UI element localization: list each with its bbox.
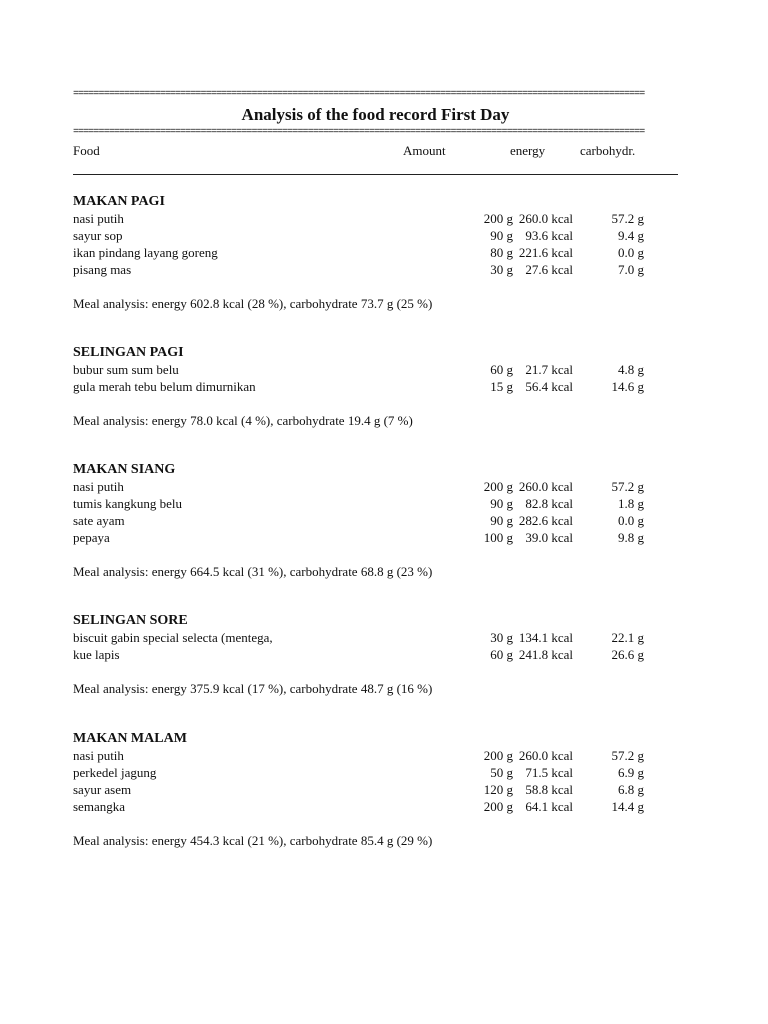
food-row bbox=[73, 210, 678, 227]
food-carbohydrate: 26.6 g bbox=[611, 647, 644, 662]
food-energy: 134.1 kcal bbox=[518, 630, 573, 645]
food-name: biscuit gabin special selecta (mentega, bbox=[73, 630, 273, 645]
food-row bbox=[73, 244, 678, 261]
meal-analysis: Meal analysis: energy 602.8 kcal (28 %), carbohydrate 73.7 g (25 %) bbox=[73, 296, 433, 311]
food-energy: 82.8 kcal bbox=[525, 496, 573, 511]
food-energy: 39.0 kcal bbox=[525, 530, 573, 545]
food-row bbox=[73, 495, 678, 512]
food-row bbox=[73, 261, 678, 278]
header-rule bbox=[73, 174, 678, 175]
meal-analysis: Meal analysis: energy 78.0 kcal (4 %), carbohydrate 19.4 g (7 %) bbox=[73, 413, 413, 428]
food-amount: 200 g bbox=[483, 211, 513, 226]
meal-title: SELINGAN PAGI bbox=[73, 345, 184, 360]
food-energy: 221.6 kcal bbox=[518, 245, 573, 260]
food-energy: 260.0 kcal bbox=[518, 748, 573, 763]
food-energy: 71.5 kcal bbox=[525, 765, 573, 780]
food-name: semangka bbox=[73, 799, 125, 814]
food-row bbox=[73, 629, 678, 646]
food-row bbox=[73, 529, 678, 546]
food-energy: 241.8 kcal bbox=[518, 647, 573, 662]
food-amount: 15 g bbox=[490, 379, 513, 394]
food-energy: 64.1 kcal bbox=[525, 799, 573, 814]
food-amount: 90 g bbox=[490, 496, 513, 511]
meal-analysis: Meal analysis: energy 454.3 kcal (21 %), carbohydrate 85.4 g (29 %) bbox=[73, 833, 433, 848]
header-food: Food bbox=[73, 143, 100, 158]
food-amount: 90 g bbox=[490, 513, 513, 528]
food-amount: 50 g bbox=[490, 765, 513, 780]
food-name: nasi putih bbox=[73, 479, 124, 494]
food-row bbox=[73, 512, 678, 529]
food-energy: 27.6 kcal bbox=[525, 262, 573, 277]
food-carbohydrate: 4.8 g bbox=[618, 362, 644, 377]
food-row bbox=[73, 747, 678, 764]
food-row bbox=[73, 227, 678, 244]
meal-analysis: Meal analysis: energy 375.9 kcal (17 %), carbohydrate 48.7 g (16 %) bbox=[73, 681, 433, 696]
food-energy: 58.8 kcal bbox=[525, 782, 573, 797]
food-name: kue lapis bbox=[73, 647, 120, 662]
food-carbohydrate: 9.4 g bbox=[618, 228, 644, 243]
food-carbohydrate: 14.4 g bbox=[611, 799, 644, 814]
meal-title: MAKAN SIANG bbox=[73, 462, 176, 477]
food-row bbox=[73, 781, 678, 798]
meal-title: MAKAN PAGI bbox=[73, 194, 165, 209]
document-title: Analysis of the food record First Day bbox=[241, 105, 510, 124]
header-amount: Amount bbox=[403, 143, 446, 158]
food-carbohydrate: 1.8 g bbox=[618, 496, 644, 511]
food-amount: 30 g bbox=[490, 262, 513, 277]
meal-analysis: Meal analysis: energy 664.5 kcal (31 %), carbohydrate 68.8 g (23 %) bbox=[73, 564, 433, 579]
food-carbohydrate: 57.2 g bbox=[611, 748, 644, 763]
food-energy: 260.0 kcal bbox=[518, 479, 573, 494]
food-amount: 200 g bbox=[483, 479, 513, 494]
food-energy: 56.4 kcal bbox=[525, 379, 573, 394]
food-name: gula merah tebu belum dimurnikan bbox=[73, 379, 256, 394]
food-row bbox=[73, 798, 678, 815]
food-row bbox=[73, 378, 678, 395]
food-name: nasi putih bbox=[73, 748, 124, 763]
meal-section-makan-malam bbox=[73, 730, 678, 849]
meal-title: SELINGAN SORE bbox=[73, 613, 188, 628]
title-separator: ================================================================================================================ bbox=[73, 127, 645, 138]
food-name: perkedel jagung bbox=[73, 765, 157, 780]
food-amount: 120 g bbox=[483, 782, 513, 797]
food-name: tumis kangkung belu bbox=[73, 496, 183, 511]
food-amount: 60 g bbox=[490, 647, 513, 662]
header-carbohydrate: carbohydr. bbox=[580, 143, 636, 158]
food-row bbox=[73, 361, 678, 378]
food-name: ikan pindang layang goreng bbox=[73, 245, 218, 260]
meal-section-selingan-sore bbox=[73, 612, 678, 697]
food-carbohydrate: 0.0 g bbox=[618, 513, 644, 528]
food-carbohydrate: 7.0 g bbox=[618, 262, 644, 277]
food-name: sayur asem bbox=[73, 782, 132, 797]
food-carbohydrate: 9.8 g bbox=[618, 530, 644, 545]
food-energy: 93.6 kcal bbox=[525, 228, 573, 243]
meal-section-makan-siang bbox=[73, 461, 678, 580]
food-amount: 90 g bbox=[490, 228, 513, 243]
food-carbohydrate: 14.6 g bbox=[611, 379, 644, 394]
food-amount: 60 g bbox=[490, 362, 513, 377]
food-carbohydrate: 6.9 g bbox=[618, 765, 644, 780]
meal-section-selingan-pagi bbox=[73, 344, 678, 429]
food-row bbox=[73, 646, 678, 663]
food-name: sate ayam bbox=[73, 513, 125, 528]
food-carbohydrate: 22.1 g bbox=[611, 630, 644, 645]
food-row bbox=[73, 478, 678, 495]
food-amount: 100 g bbox=[483, 530, 513, 545]
food-amount: 200 g bbox=[483, 748, 513, 763]
food-row bbox=[73, 764, 678, 781]
food-amount: 30 g bbox=[490, 630, 513, 645]
meal-title: MAKAN MALAM bbox=[73, 731, 187, 746]
food-amount: 80 g bbox=[490, 245, 513, 260]
food-carbohydrate: 57.2 g bbox=[611, 211, 644, 226]
food-energy: 260.0 kcal bbox=[518, 211, 573, 226]
food-name: sayur sop bbox=[73, 228, 123, 243]
food-energy: 21.7 kcal bbox=[525, 362, 573, 377]
top-separator: ================================================================================================================ bbox=[73, 89, 645, 100]
food-name: nasi putih bbox=[73, 211, 124, 226]
food-energy: 282.6 kcal bbox=[518, 513, 573, 528]
food-name: pepaya bbox=[73, 530, 110, 545]
food-amount: 200 g bbox=[483, 799, 513, 814]
food-carbohydrate: 57.2 g bbox=[611, 479, 644, 494]
food-carbohydrate: 0.0 g bbox=[618, 245, 644, 260]
meal-section-makan-pagi bbox=[73, 193, 678, 312]
food-name: bubur sum sum belu bbox=[73, 362, 179, 377]
food-carbohydrate: 6.8 g bbox=[618, 782, 644, 797]
header-energy: energy bbox=[510, 143, 546, 158]
food-name: pisang mas bbox=[73, 262, 132, 277]
